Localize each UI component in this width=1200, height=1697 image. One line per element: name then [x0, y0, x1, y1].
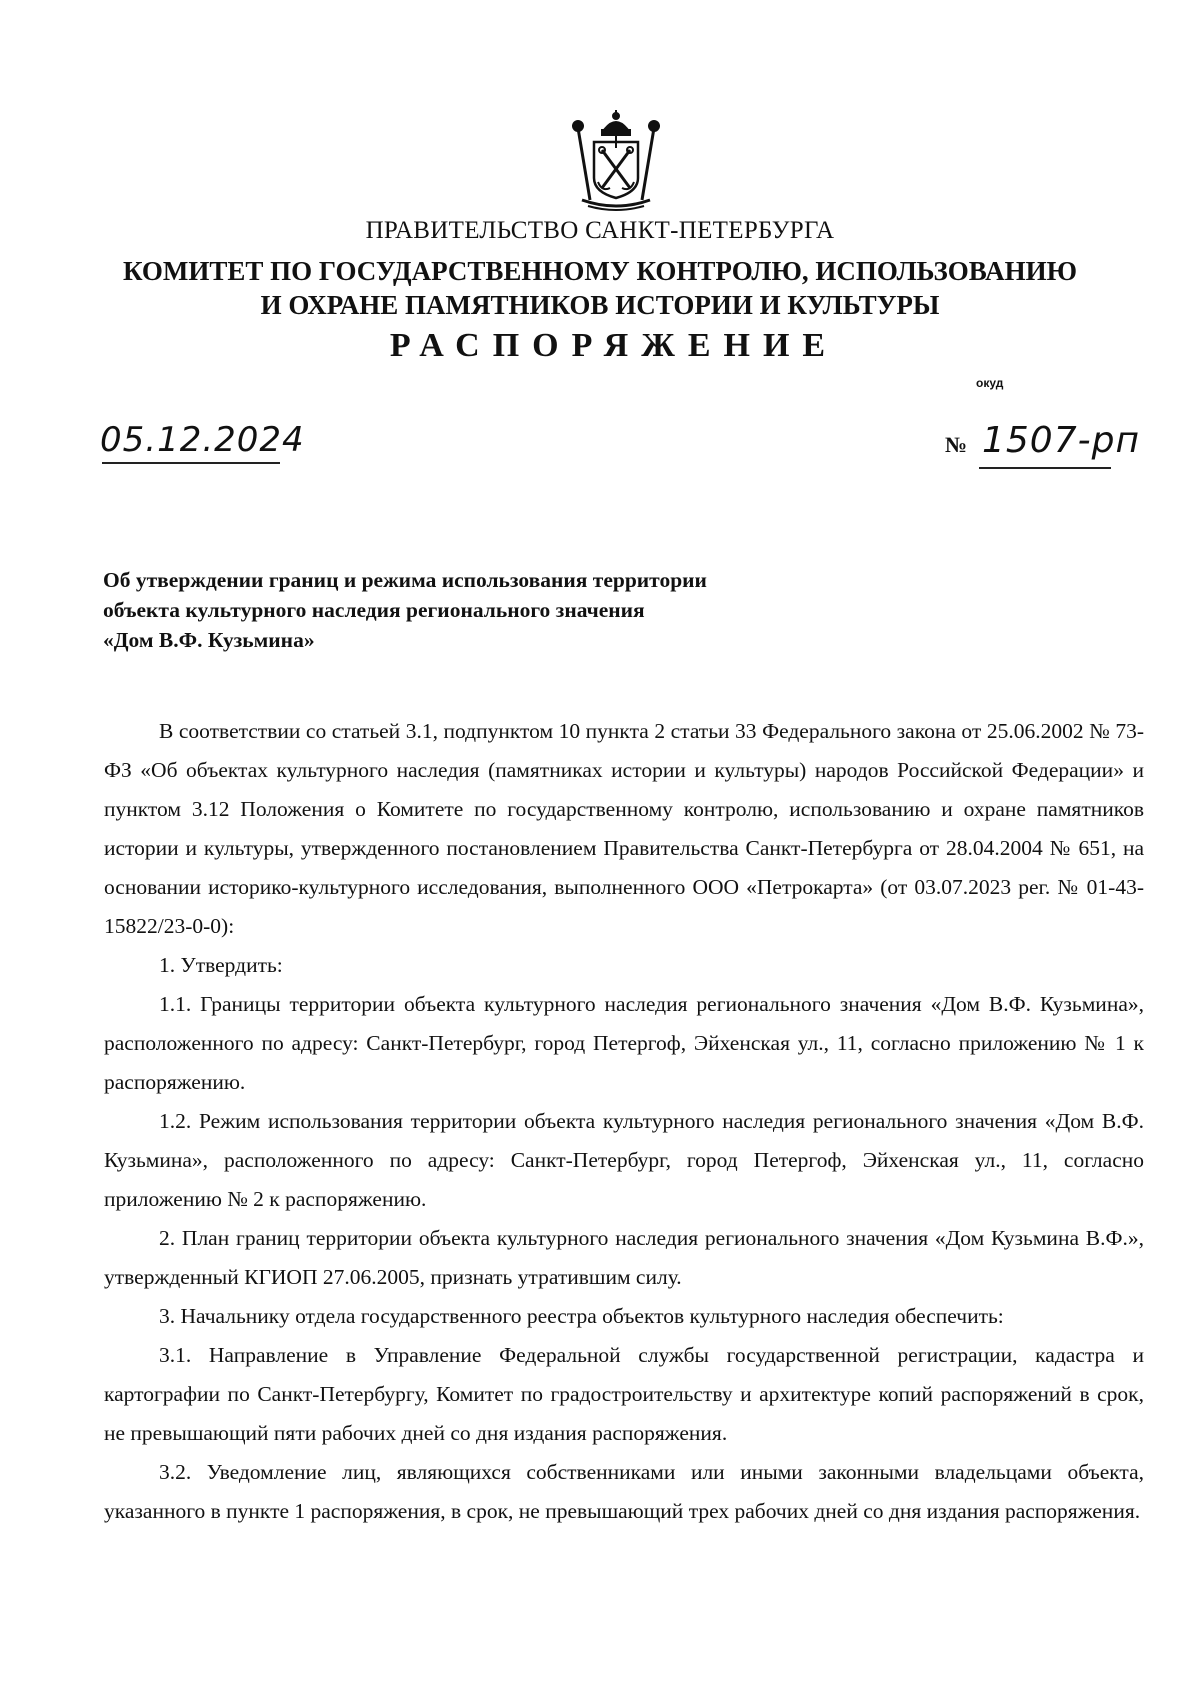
item-3-1: 3.1. Направление в Управление Федеральной службы государственной регистрации, кадастра и картографии по Санкт-Петербургу, Комитет по градостроительству и архитектуре копий распоряжений в срок, не превышающий пяти рабочих дней со дня издания распоряжения. [104, 1343, 1144, 1445]
document-number: 1507-рп [982, 420, 1140, 461]
document-subject [103, 565, 863, 655]
okud-label: окуд [976, 376, 1004, 390]
number-sign: № [945, 432, 968, 457]
item-1-1: 1.1. Границы территории объекта культурного наследия регионального значения «Дом В.Ф. Кузьмина», расположенного по адресу: Санкт-Петербург, город Петергоф, Эйхенская ул., 11, согласно приложению № 1 к распоряжению. [104, 992, 1144, 1094]
item-3-2: 3.2. Уведомление лиц, являющихся собственниками или иными законными владельцами объекта, указанного в пункте 1 распоряжения, в срок, не превышающий трех рабочих дней со дня издания распоряжения. [104, 1460, 1144, 1523]
preamble-paragraph: В соответствии со статьей 3.1, подпунктом 10 пункта 2 статьи 33 Федерального закона от 25.06.2002 № 73-ФЗ «Об объектах культурного наследия (памятниках истории и культуры) народов Российской Федерации» и пунктом 3.12 Положения о Комитете по государственному контролю, использованию и охране памятников истории и культуры, утвержденного постановлением Правительства Санкт-Петербурга от 28.04.2004 № 651, на основании историко-культурного исследования, выполненного ООО «Петрокарта» (от 03.07.2023 рег. № 01-43-15822/23-0-0): [104, 719, 1144, 938]
date-underline [102, 462, 280, 464]
government-title: ПРАВИТЕЛЬСТВО САНКТ-ПЕТЕРБУРГА [365, 217, 835, 244]
subject-line: Об утверждении границ и режима использования территории [103, 568, 707, 592]
subject-line: «Дом В.Ф. Кузьмина» [103, 628, 315, 652]
committee-title-line2: И ОХРАНЕ ПАМЯТНИКОВ ИСТОРИИ И КУЛЬТУРЫ [260, 290, 940, 320]
document-body [104, 712, 1144, 1531]
st-petersburg-coat-of-arms-icon [568, 108, 664, 212]
document-date: 05.12.2024 [100, 420, 305, 460]
item-3: 3. Начальнику отдела государственного реестра объектов культурного наследия обеспечить: [159, 1304, 1004, 1328]
subject-line: объекта культурного наследия регионального значения [103, 598, 645, 622]
committee-title-line1: КОМИТЕТ ПО ГОСУДАРСТВЕННОМУ КОНТРОЛЮ, ИСПОЛЬЗОВАНИЮ [123, 256, 1077, 286]
item-1-2: 1.2. Режим использования территории объекта культурного наследия регионального значения «Дом В.Ф. Кузьмина», расположенного по адресу: Санкт-Петербург, город Петергоф, Эйхенская ул., 11, согласно приложению № 2 к распоряжению. [104, 1109, 1144, 1211]
item-1: 1. Утвердить: [159, 953, 283, 977]
document-type: РАСПОРЯЖЕНИЕ [389, 327, 839, 364]
number-underline [979, 467, 1111, 469]
item-2: 2. План границ территории объекта культурного наследия регионального значения «Дом Кузьмина В.Ф.», утвержденный КГИОП 27.06.2005, признать утратившим силу. [104, 1226, 1144, 1289]
